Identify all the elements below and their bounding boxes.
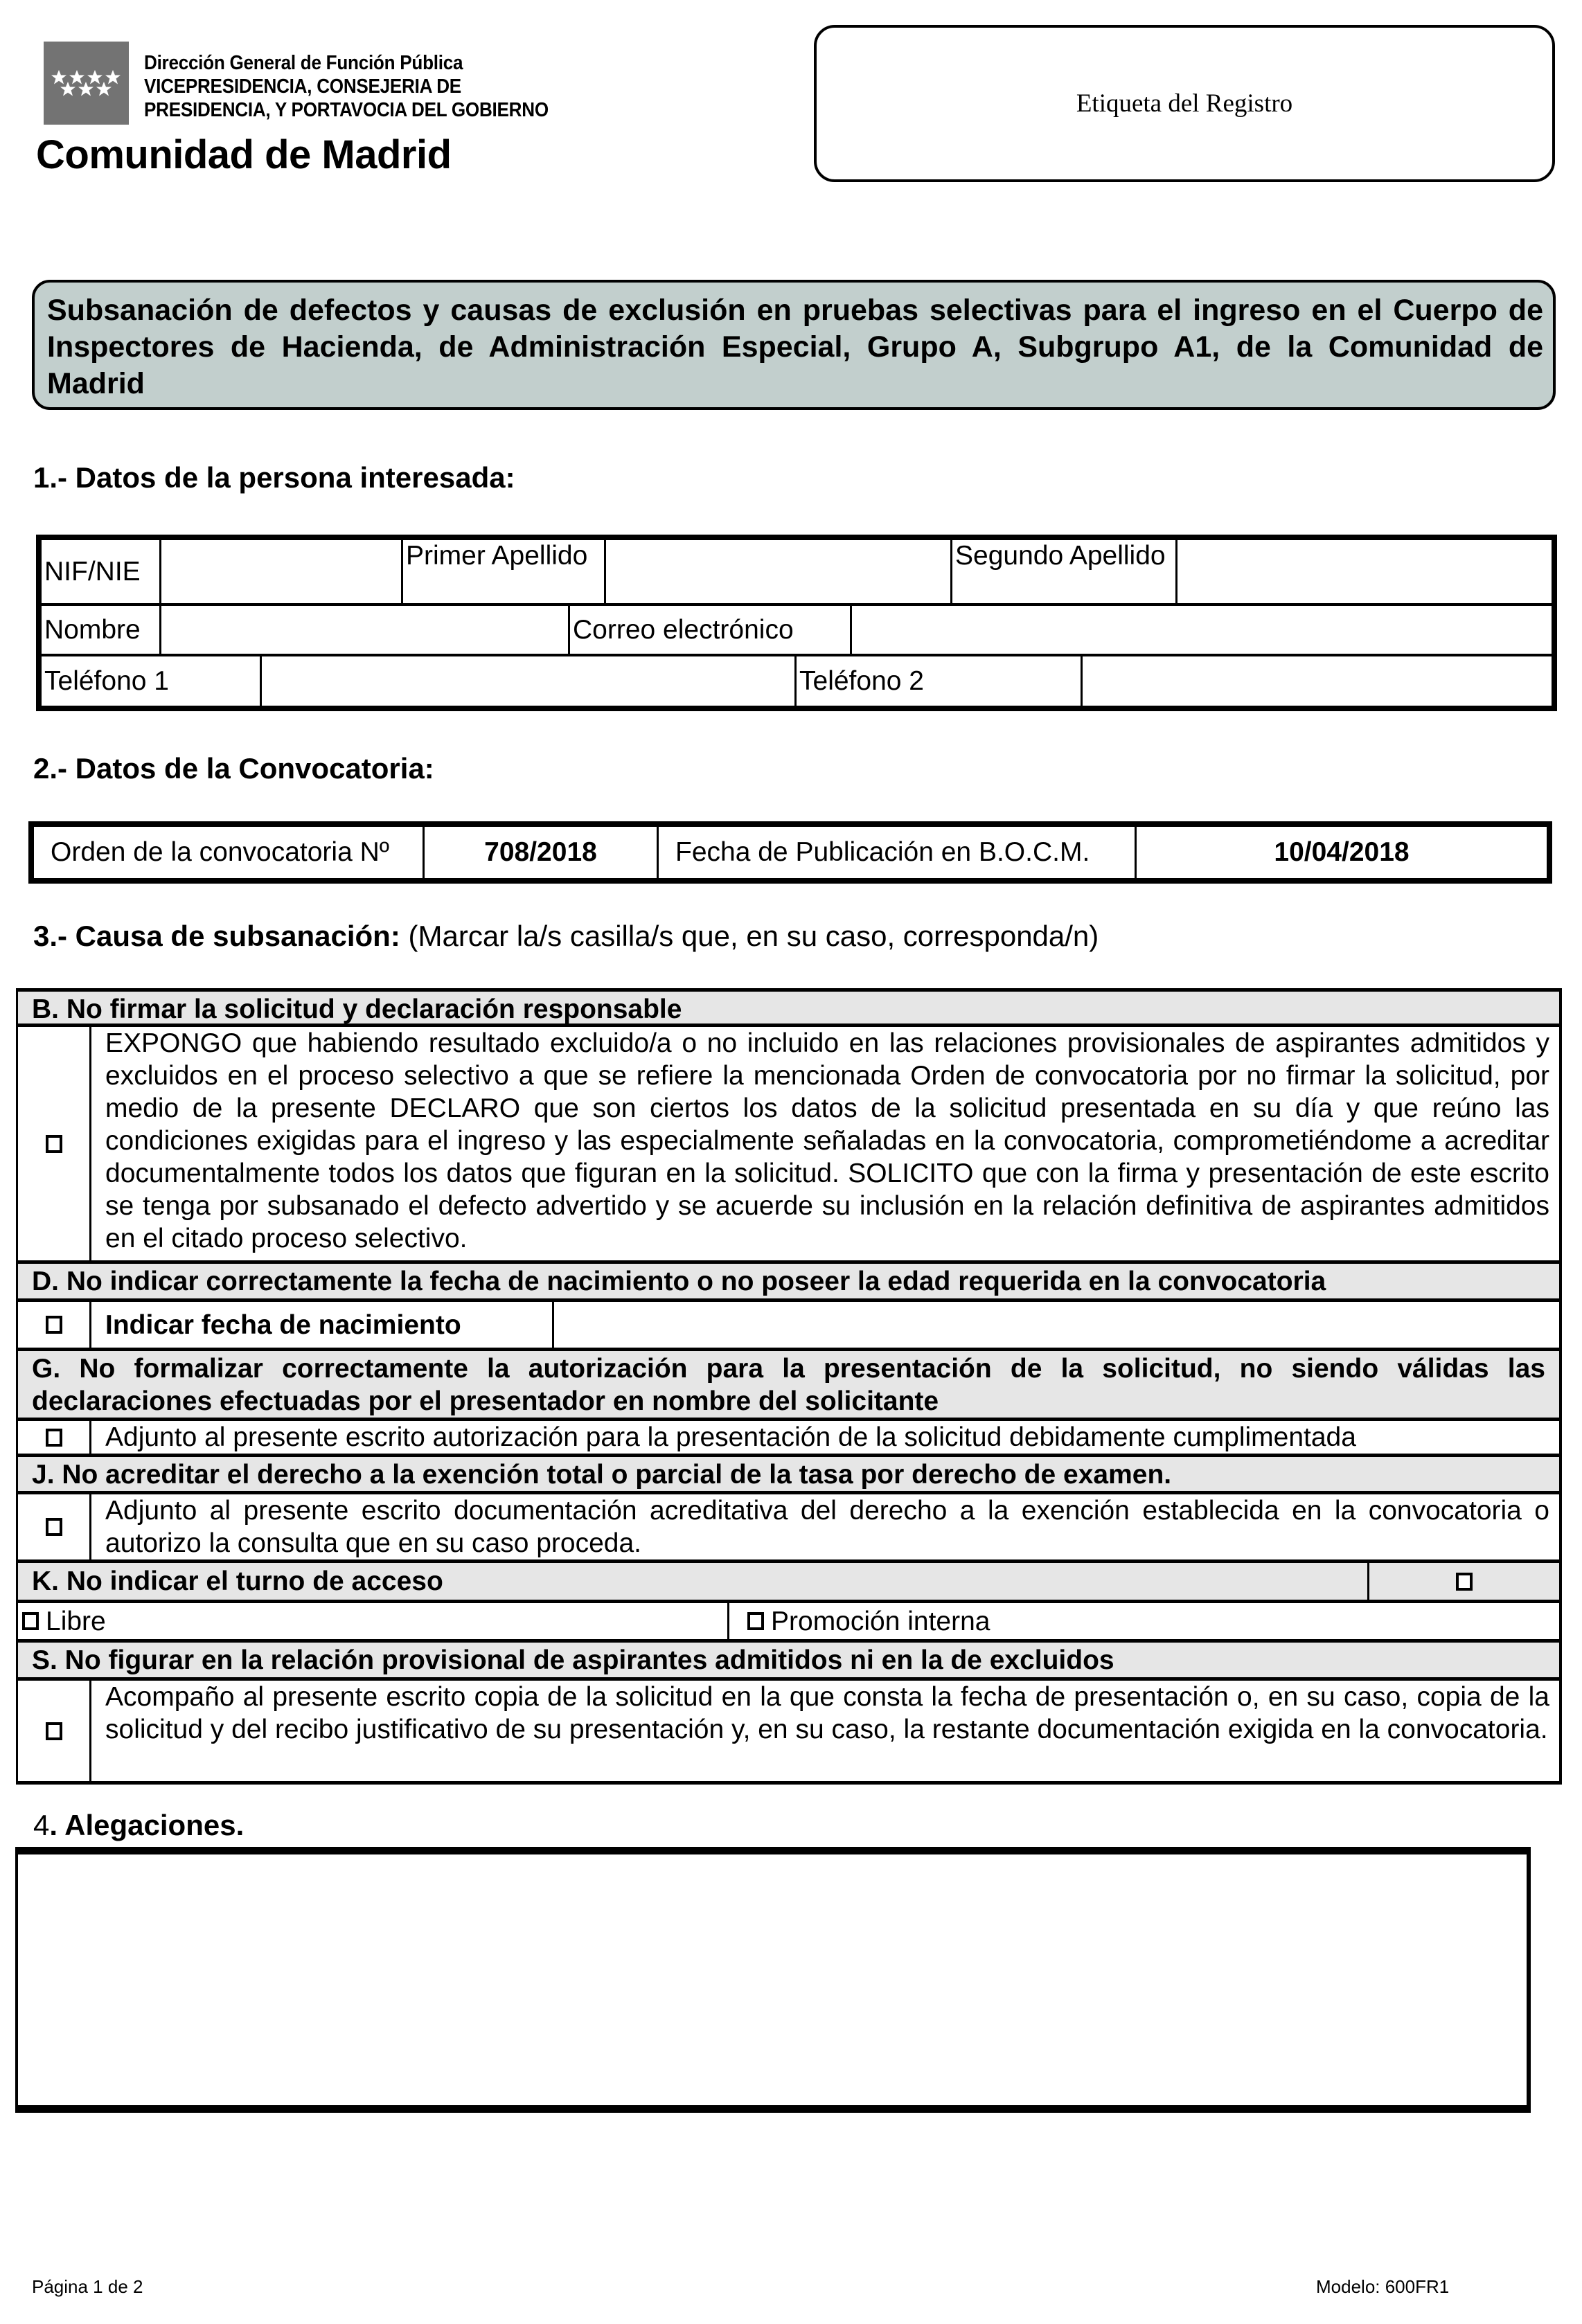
telefono1-label: Teléfono 1: [42, 656, 262, 706]
cause-k-header-row: [18, 1559, 1559, 1600]
cause-b-checkbox[interactable]: [46, 1135, 62, 1153]
cause-g-checkbox-cell: [18, 1421, 91, 1454]
causes-table: [16, 988, 1562, 1785]
nombre-label: Nombre: [42, 606, 161, 654]
cause-g-header: G. No formalizar correctamente la autorización para la presentación de la solicitud, no siendo válidas las declaraciones efectuadas por el presentador en nombre del solicitante: [32, 1354, 1545, 1416]
cause-k-checkbox[interactable]: [1456, 1573, 1473, 1591]
org-line: PRESIDENCIA, Y PORTAVOCIA DEL GOBIERNO: [144, 99, 549, 121]
birthdate-label: Indicar fecha de nacimiento: [91, 1302, 554, 1348]
cause-j-checkbox-cell: [18, 1494, 91, 1559]
nif-label: NIF/NIE: [42, 540, 161, 603]
alegaciones-textarea[interactable]: [15, 1847, 1531, 2113]
cause-g-header-row: [18, 1348, 1559, 1418]
primer-apellido-label: Primer Apellido: [403, 540, 606, 603]
nombre-field[interactable]: [161, 606, 570, 654]
cause-j-row: [18, 1491, 1559, 1559]
registry-label-box: [814, 25, 1555, 182]
cause-d-checkbox-cell: [18, 1302, 91, 1348]
cause-b-checkbox-cell: [18, 1027, 91, 1260]
section4-heading-text: . Alegaciones.: [49, 1809, 245, 1841]
cause-k-options-row: [18, 1600, 1559, 1639]
cause-g-checkbox[interactable]: [46, 1429, 62, 1447]
cause-j-text: Adjunto al presente escrito documentación acreditativa del derecho a la exención establecida en la convocatoria o autorizo la consulta que en su caso proceda.: [105, 1496, 1549, 1558]
cause-j-header: J. No acreditar el derecho a la exención total o parcial de la tasa por derecho de examen.: [32, 1460, 1172, 1490]
convocatoria-table: [28, 821, 1552, 884]
telefono1-field[interactable]: [262, 656, 797, 706]
cause-b-row: [18, 1024, 1559, 1260]
cause-k-checkbox-cell: [1369, 1563, 1559, 1600]
cause-j-header-row: [18, 1454, 1559, 1491]
cause-d-checkbox[interactable]: [46, 1316, 62, 1334]
section3-heading-text: 3.- Causa de subsanación:: [33, 920, 400, 952]
cause-s-row: [18, 1677, 1559, 1785]
cause-d-header: D. No indicar correctamente la fecha de nacimiento o no poseer la edad requerida en la convocatoria: [32, 1267, 1326, 1296]
cause-s-header-row: [18, 1639, 1559, 1677]
turno-promocion-interna-label: Promoción interna: [771, 1606, 990, 1636]
model-code: Modelo: 600FR1: [1316, 2276, 1450, 2297]
form-title-box: [32, 280, 1556, 410]
cause-s-checkbox[interactable]: [46, 1722, 62, 1740]
cause-s-header: S. No figurar en la relación provisional de aspirantes admitidos ni en la de excluidos: [32, 1645, 1114, 1675]
correo-field[interactable]: [852, 606, 1552, 654]
turno-libre-checkbox[interactable]: [22, 1612, 39, 1630]
cause-b-header-row: [18, 988, 1559, 1024]
personal-data-table: [36, 535, 1557, 711]
segundo-apellido-field[interactable]: [1177, 540, 1552, 603]
cause-s-checkbox-cell: [18, 1681, 91, 1781]
cause-b-text: EXPONGO que habiendo resultado excluido/a o no incluido en las relaciones provisionales de aspirantes admitidos y excluidos en el proceso selectivo a que se refiere la mencionada Orden de convocatoria por no firmar la solicitud, por medio de la presente DECLARO que son ciertos los datos de la solicitud presentada en su día y que reúno las condiciones exigidas para el ingreso y las especialmente señaladas en la convocatoria, comprometiéndome a acreditar documentalmente todos los datos que figuran en la solicitud. SOLICITO que con la firma y presentación de este escrito se tenga por subsanado el defecto advertido y se acuerde su inclusión en la relación definitiva de aspirantes admitidos en el citado proceso selectivo.: [105, 1028, 1549, 1253]
madrid-stars-flag-icon: [44, 42, 129, 125]
org-line: Dirección General de Función Pública: [144, 52, 463, 74]
cause-d-row: [18, 1298, 1559, 1348]
fecha-publicacion-label: Fecha de Publicación en B.O.C.M.: [659, 827, 1137, 878]
fecha-publicacion-value: 10/04/2018: [1274, 837, 1410, 867]
correo-label: Correo electrónico: [570, 606, 852, 654]
nif-field[interactable]: [161, 540, 403, 603]
telefono2-label: Teléfono 2: [797, 656, 1083, 706]
cause-b-header: B. No firmar la solicitud y declaración responsable: [32, 994, 682, 1024]
cause-g-text: Adjunto al presente escrito autorización para la presentación de la solicitud debidamente cumplimentada: [105, 1422, 1356, 1452]
page-number: Página 1 de 2: [32, 2276, 143, 2297]
organization-department: [144, 51, 549, 122]
section2-heading: 2.- Datos de la Convocatoria:: [33, 752, 434, 785]
registry-label: Etiqueta del Registro: [1076, 89, 1293, 118]
cause-d-header-row: [18, 1260, 1559, 1298]
comunidad-madrid-logo: [44, 42, 129, 125]
section4-number: 4: [33, 1809, 50, 1841]
birthdate-field[interactable]: [554, 1302, 1559, 1348]
turno-promocion-interna-option[interactable]: [729, 1603, 1559, 1639]
cause-k-header: K. No indicar el turno de acceso: [18, 1563, 1369, 1600]
segundo-apellido-label: Segundo Apellido: [952, 540, 1177, 603]
section3-heading: [33, 920, 1099, 953]
form-title: Subsanación de defectos y causas de exclusión en pruebas selectivas para el ingreso en el Cuerpo de Inspectores de Hacienda, de Administración Especial, Grupo A, Subgrupo A1, de la Comunidad de Madrid: [47, 294, 1543, 400]
section4-heading: [33, 1809, 244, 1842]
organization-name: Comunidad de Madrid: [36, 132, 452, 177]
cause-g-row: [18, 1418, 1559, 1454]
orden-value: 708/2018: [425, 827, 659, 878]
orden-label: Orden de la convocatoria Nº: [34, 827, 425, 878]
turno-libre-option[interactable]: [18, 1603, 729, 1639]
section1-heading: 1.- Datos de la persona interesada:: [33, 461, 515, 494]
section3-heading-note: (Marcar la/s casilla/s que, en su caso, corresponda/n): [400, 920, 1099, 952]
primer-apellido-field[interactable]: [606, 540, 952, 603]
telefono2-field[interactable]: [1083, 656, 1552, 706]
turno-promocion-interna-checkbox[interactable]: [747, 1612, 764, 1630]
cause-j-checkbox[interactable]: [46, 1518, 62, 1536]
org-line: VICEPRESIDENCIA, CONSEJERIA DE: [144, 75, 461, 98]
turno-libre-label: Libre: [46, 1606, 106, 1636]
cause-s-text: Acompaño al presente escrito copia de la solicitud en la que consta la fecha de presentación o, en su caso, copia de la solicitud y del recibo justificativo de su presentación y, en su caso, la restante documentación exigida en la convocatoria.: [105, 1682, 1549, 1744]
